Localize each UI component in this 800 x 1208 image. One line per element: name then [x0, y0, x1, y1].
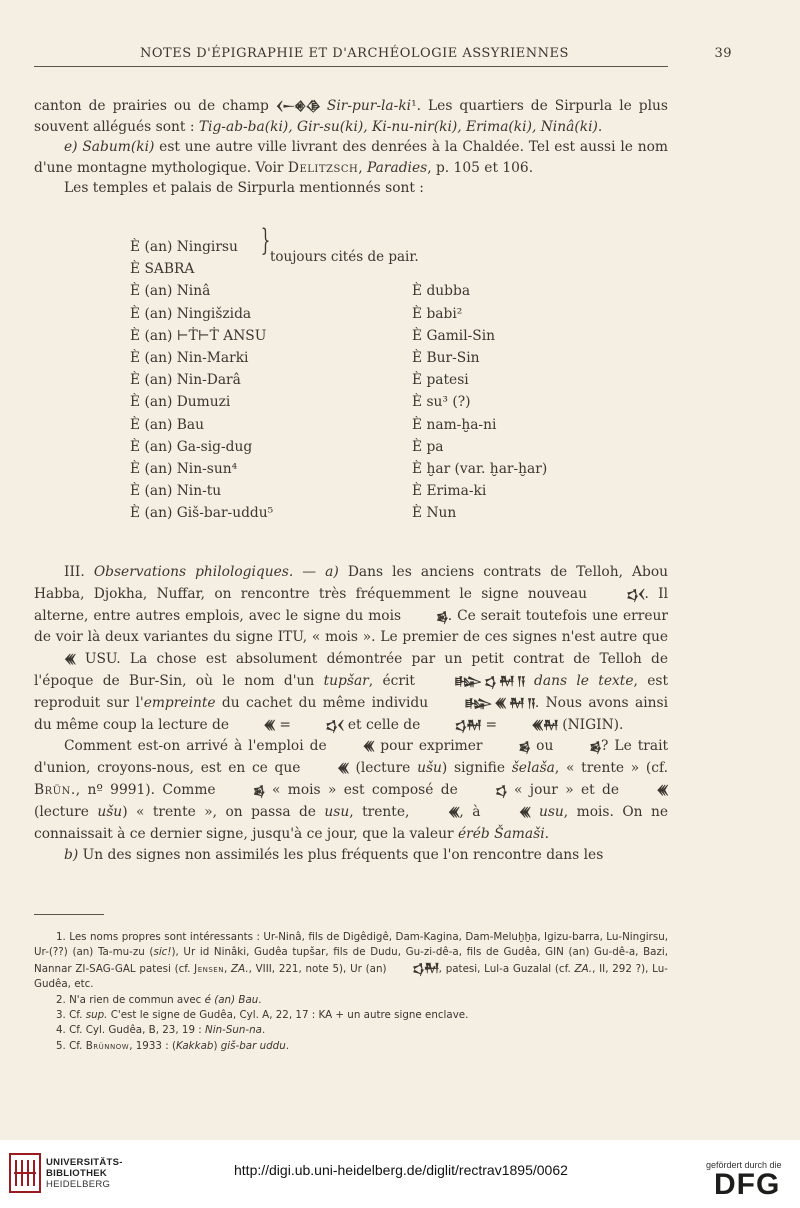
cuneiform-usu: 𒌍: [362, 739, 375, 754]
dfg-logo[interactable]: DFG: [714, 1168, 781, 1201]
paragraph-1: canton de prairies ou de champ 𒌋𒀸𒄯𒆠 Sir-pur-la-ki¹. Les quartiers de Sirpurla le plus souvent allégués sont : Tig-ab-ba(ki), Gir-su(ki), Ki-nu-nir(ki), Erima(ki), Ninâ(ki).: [34, 98, 669, 135]
paragraph-3: Les temples et palais de Sirpurla mentionnés sont :: [64, 180, 424, 196]
cuneiform-nigin-b: 𒌍𒈹: [531, 717, 558, 732]
cuneiform-u3: 𒌍: [656, 782, 668, 797]
cuneiform-new-sign: 𒌓𒌋: [626, 586, 645, 601]
cuneiform-usu-sign: 𒌍: [263, 717, 276, 732]
cuneiform-sirpurla: 𒌋𒀸𒄯𒆠: [275, 99, 320, 113]
university-logo-icon[interactable]: [8, 1150, 42, 1196]
footnote-4: 4. Cf. Cyl. Gudêa, B, 23, 19 : Nin-Sun-na.: [56, 1024, 266, 1037]
section-iii: [34, 562, 668, 867]
list-item: È (an) ⊢Ṫ⊢Ṫ ANSU È Gamil-Sin: [130, 327, 496, 344]
university-name: UNIVERSITÄTS- BIBLIOTHEK HEIDELBERG: [46, 1157, 123, 1190]
cuneiform-usu: 𒌍: [64, 652, 76, 667]
header-title: NOTES D'ÉPIGRAPHIE ET D'ARCHÉOLOGIE ASSYRIENNES: [140, 46, 569, 61]
intro-text: [34, 96, 668, 199]
cuneiform-month: 𒌗: [436, 608, 448, 623]
header-rule: [34, 66, 668, 67]
cuneiform-itu: 𒌗: [518, 739, 531, 754]
cuneiform-usu-final: 𒌍: [518, 804, 531, 819]
pair-note: toujours cités de pair.: [270, 249, 419, 265]
cuneiform-tupsar-1: 𒈗 𒌓 𒈹 𒀀: [454, 673, 525, 688]
cuneiform-tupsar-2: 𒈗 𒌍 𒈹 𒀀: [464, 695, 535, 710]
list-item: È (an) Ningišzida È babi²: [130, 305, 463, 322]
footnote-1: 1. Les noms propres sont intéressants : Ur-Ninâ, fils de Digêdigê, Dam-Kagina, Dam-Meluḫḫa, Igizu-barra, Lu-Ningirsu, Ur-(??) (an) Ta-mu-zu (sic!), Ur id Ninâki, Gudêa tupšar, fils de Dudu, Gu-zi-dê-a, fils de Gudêa, GIN (an) Gu-dê-a, Bazi, Nannar ZI-SAG-GAL patesi (cf. Jensen, ZA., VIII, 221, note 5), Ur (an) 𒌓𒈹, patesi, Lul-a Guzalal (cf. ZA., II, 292 ?), Lu-Gudêa, etc.: [34, 931, 669, 991]
list-item: È (an) Nin-sun⁴ È ḫar (var. ḫar-ḫar): [130, 460, 548, 477]
list-item: È (an) Nin-Darâ È patesi: [130, 372, 469, 389]
paragraph-observations: III. Observations philologiques. — a) Dans les anciens contrats de Telloh, Abou Habba, Djokha, Nuffar, on rencontre très fréquemment le signe nouveau 𒌓𒌋. Il alterne, entre autres emplois, avec le signe du mois 𒌗. Ce serait toutefois une erreur de voir là deux variantes du signe ITU, « mois ». Le premier de ces signes n'est autre que 𒌍 USU. La chose est absolument démontrée par un petit contrat de Telloh de l'époque de Bur-Sin, où le nom d'un tupšar, écrit 𒈗 𒌓 𒈹 𒀀 dans le texte, est reproduit sur l'empreinte du cachet du même individu 𒈗 𒌍 𒈹 𒀀. Nous avons ainsi du même coup la lecture de 𒌍 = 𒌓𒌋 et celle de 𒌓𒈹 = 𒌍𒈹 (NIGIN).: [34, 562, 668, 736]
permalink-url[interactable]: http://digi.ub.uni-heidelberg.de/diglit/rectrav1895/0062: [234, 1162, 568, 1178]
list-item: È SABRA: [130, 261, 195, 278]
brace-icon: }: [260, 223, 271, 258]
cuneiform-itu-variant: 𒌗: [589, 739, 602, 754]
page-number: 39: [714, 46, 732, 61]
cuneiform-mois: 𒌗: [252, 782, 265, 797]
cuneiform-trente: 𒌍: [337, 761, 349, 776]
cuneiform-jour: 𒌓: [495, 782, 507, 797]
paragraph-b: b) Un des signes non assimilés les plus fréquents que l'on rencontre dans les: [64, 847, 604, 864]
list-item: È (an) Nin-tu È Erima-ki: [130, 483, 487, 500]
paragraph-comment: Comment est-on arrivé à l'emploi de 𒌍 pour exprimer 𒌗 ou 𒌗? Le trait d'union, croyons-nous, est en ce que 𒌍 (lecture ušu) signifie šelaša, « trente » (cf. Brün., nº 9991). Comme 𒌗 « mois » est composé de 𒌓 « jour » et de 𒌍 (lecture ušu) « trente », on passa de usu, trente, 𒌍, à 𒌍 usu, mois. On ne connaissait à ce dernier signe, jusqu'à ce jour, que la valeur éréb Šamaši.: [34, 738, 669, 842]
list-item: È (an) Dumuzi È su³ (?): [130, 394, 471, 411]
list-item: È (an) Ningirsu } toujours cités de pair.: [130, 236, 590, 258]
footnote-3: 3. Cf. sup. C'est le signe de Gudêa, Cyl. A, 22, 17 : KA + un autre signe enclave.: [56, 1009, 469, 1022]
list-item: È (an) Bau È nam-ḫa-ni: [130, 416, 497, 433]
list-item: È (an) Ninâ È dubba: [130, 283, 471, 300]
list-item: È (an) Nin-Marki È Bur-Sin: [130, 349, 480, 366]
footnotes: [34, 930, 668, 1054]
footnote-2: 2. N'a rien de commun avec é (an) Bau.: [56, 993, 262, 1006]
list-item: È (an) Ga-sig-dug È pa: [130, 438, 444, 455]
funded-by-label: gefördert durch die: [706, 1160, 782, 1170]
list-item: È (an) Giš-bar-uddu⁵ È Nun: [130, 505, 457, 522]
cuneiform-nigin-a: 𒌓𒈹: [454, 717, 482, 732]
paragraph-2: e) Sabum(ki) est une autre ville livrant des denrées à la Chaldée. Tel est aussi le nom d'une montagne mythologique. Voir Delitzsch, Paradies, p. 105 et 106.: [34, 139, 668, 176]
cuneiform-footnote: 𒌓𒈹: [412, 960, 439, 975]
footnote-rule: [34, 914, 104, 915]
cuneiform-uddu: 𒌓𒌋: [325, 717, 344, 732]
cuneiform-u3b: 𒌍: [447, 804, 460, 819]
temple-list: [130, 223, 590, 524]
footnote-5: 5. Cf. Brünnow, 1933 : (Kakkab) giš-bar uddu.: [56, 1039, 290, 1052]
